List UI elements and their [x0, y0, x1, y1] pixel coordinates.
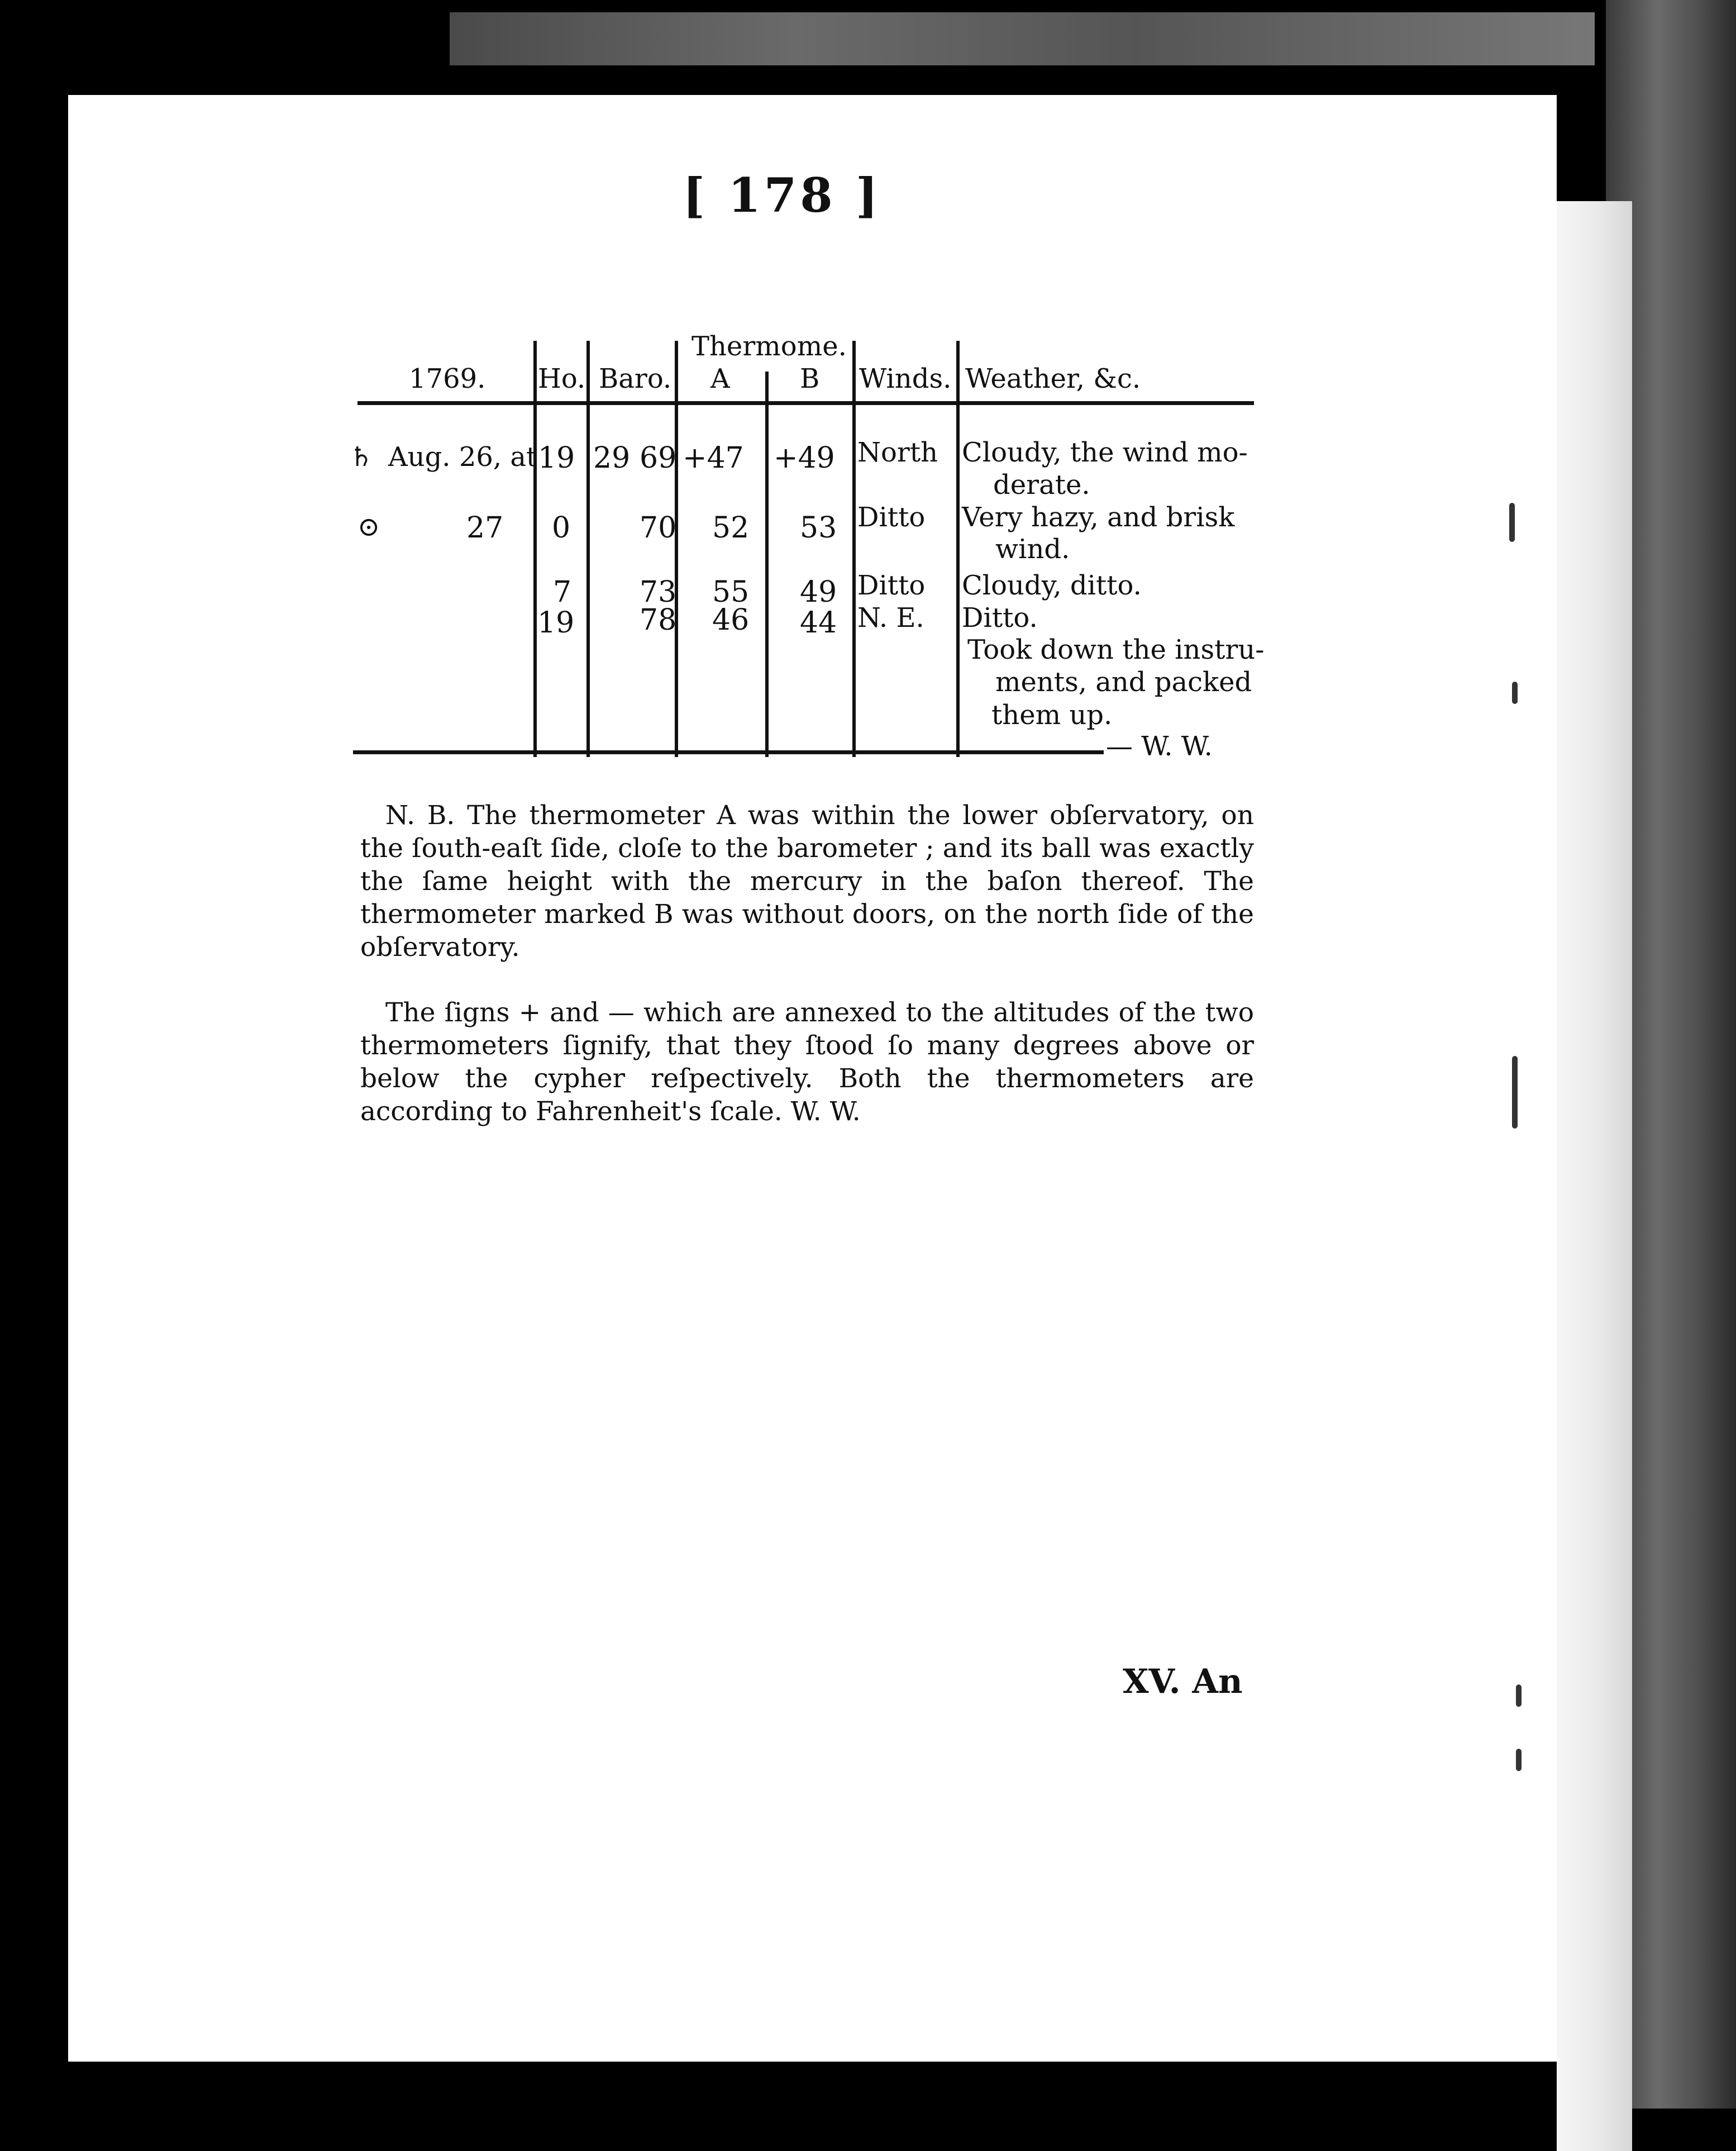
row-wind: Ditto — [857, 502, 926, 533]
row-hour: 19 — [538, 441, 575, 475]
column-rule — [586, 341, 590, 757]
column-rule — [852, 341, 856, 757]
row-weather: Cloudy, ditto. — [962, 570, 1142, 601]
bottom-rule — [353, 750, 533, 754]
note-paragraph — [360, 799, 1254, 964]
day-symbol: ⊙ — [357, 511, 380, 542]
row-hour: 7 — [553, 575, 572, 609]
row-baro-int: 29 — [593, 441, 631, 475]
header-winds: Winds. — [859, 363, 952, 394]
column-rule — [765, 372, 769, 757]
page-number: [ 178 ] — [683, 168, 881, 223]
row-hour: 0 — [552, 511, 571, 545]
bottom-rule — [960, 750, 1104, 754]
row-baro-dec: 69 — [640, 441, 677, 475]
bottom-rule — [769, 750, 852, 754]
row-wind: Ditto — [857, 570, 926, 601]
edge-mark — [1509, 503, 1515, 542]
header-year: 1769. — [409, 363, 486, 394]
row-weather-cont: Took down the instru- — [967, 634, 1265, 665]
page-edge-shadow — [1557, 201, 1632, 2151]
scan-top-strip — [450, 12, 1595, 65]
row-weather: Ditto. — [962, 602, 1038, 634]
row-therm-a: 46 — [712, 603, 750, 637]
row-therm-b: 44 — [800, 606, 837, 640]
row-weather: Cloudy, the wind mo- — [962, 437, 1248, 468]
row-baro-dec: 78 — [640, 603, 677, 637]
bottom-rule — [590, 750, 675, 754]
edge-mark — [1516, 1749, 1522, 1771]
bottom-rule — [678, 750, 765, 754]
row-therm-b: 49 — [800, 575, 837, 609]
row-date: 27 — [466, 511, 504, 545]
bottom-rule — [537, 750, 586, 754]
row-weather: Very hazy, and brisk — [962, 502, 1235, 533]
header-hour: Ho. — [538, 363, 586, 394]
table-signature: — W. W. — [1106, 731, 1213, 762]
row-weather-cont: derate. — [993, 469, 1090, 501]
catchword: XV. An — [1123, 1662, 1243, 1701]
row-therm-a: 55 — [712, 575, 750, 609]
row-weather-cont: ments, and packed — [995, 667, 1252, 698]
row-therm-a: 52 — [712, 511, 750, 545]
row-baro-dec: 73 — [640, 575, 677, 609]
row-baro-dec: 70 — [640, 511, 677, 545]
edge-mark — [1512, 682, 1518, 704]
row-weather-cont: them up. — [991, 699, 1113, 731]
header-thermometer: Thermome. — [691, 331, 847, 362]
header-weather: Weather, &c. — [965, 363, 1141, 394]
row-therm-a: +47 — [683, 441, 744, 475]
row-weather-cont: wind. — [995, 534, 1070, 565]
note-text: The ſigns + and — which are annexed to the altitudes of the two thermometers ſignify, that they ſtood ſo many degrees above or below the cypher reſpectively. Both the thermometers are according to Fahrenheit's ſcale. W. W. — [360, 997, 1254, 1127]
header-rule — [357, 401, 1254, 405]
row-therm-b: 53 — [800, 511, 837, 545]
header-therm-a: A — [710, 363, 730, 394]
row-wind: N. E. — [857, 602, 924, 634]
edge-mark — [1512, 1056, 1518, 1129]
bottom-rule — [856, 750, 956, 754]
edge-mark — [1516, 1684, 1522, 1707]
header-therm-b: B — [800, 363, 820, 394]
row-wind: North — [857, 437, 938, 468]
row-date: Aug. 26, at — [388, 441, 537, 473]
day-symbol: ♄ — [349, 441, 374, 473]
note-text: N. B. The thermometer A was within the lower obſervatory, on the ſouth-eaſt ſide, cloſe to the barometer ; and its ball was exactly the ſame height with the mercury in the baſon thereof. The thermometer marked B was without doors, on the north ſide of the obſervatory. — [360, 800, 1254, 963]
column-rule — [956, 341, 960, 757]
column-rule — [533, 341, 537, 757]
column-rule — [675, 341, 678, 757]
row-therm-b: +49 — [774, 441, 835, 475]
header-baro: Baro. — [599, 363, 672, 394]
row-hour: 19 — [537, 606, 575, 640]
note-paragraph — [360, 996, 1254, 1128]
